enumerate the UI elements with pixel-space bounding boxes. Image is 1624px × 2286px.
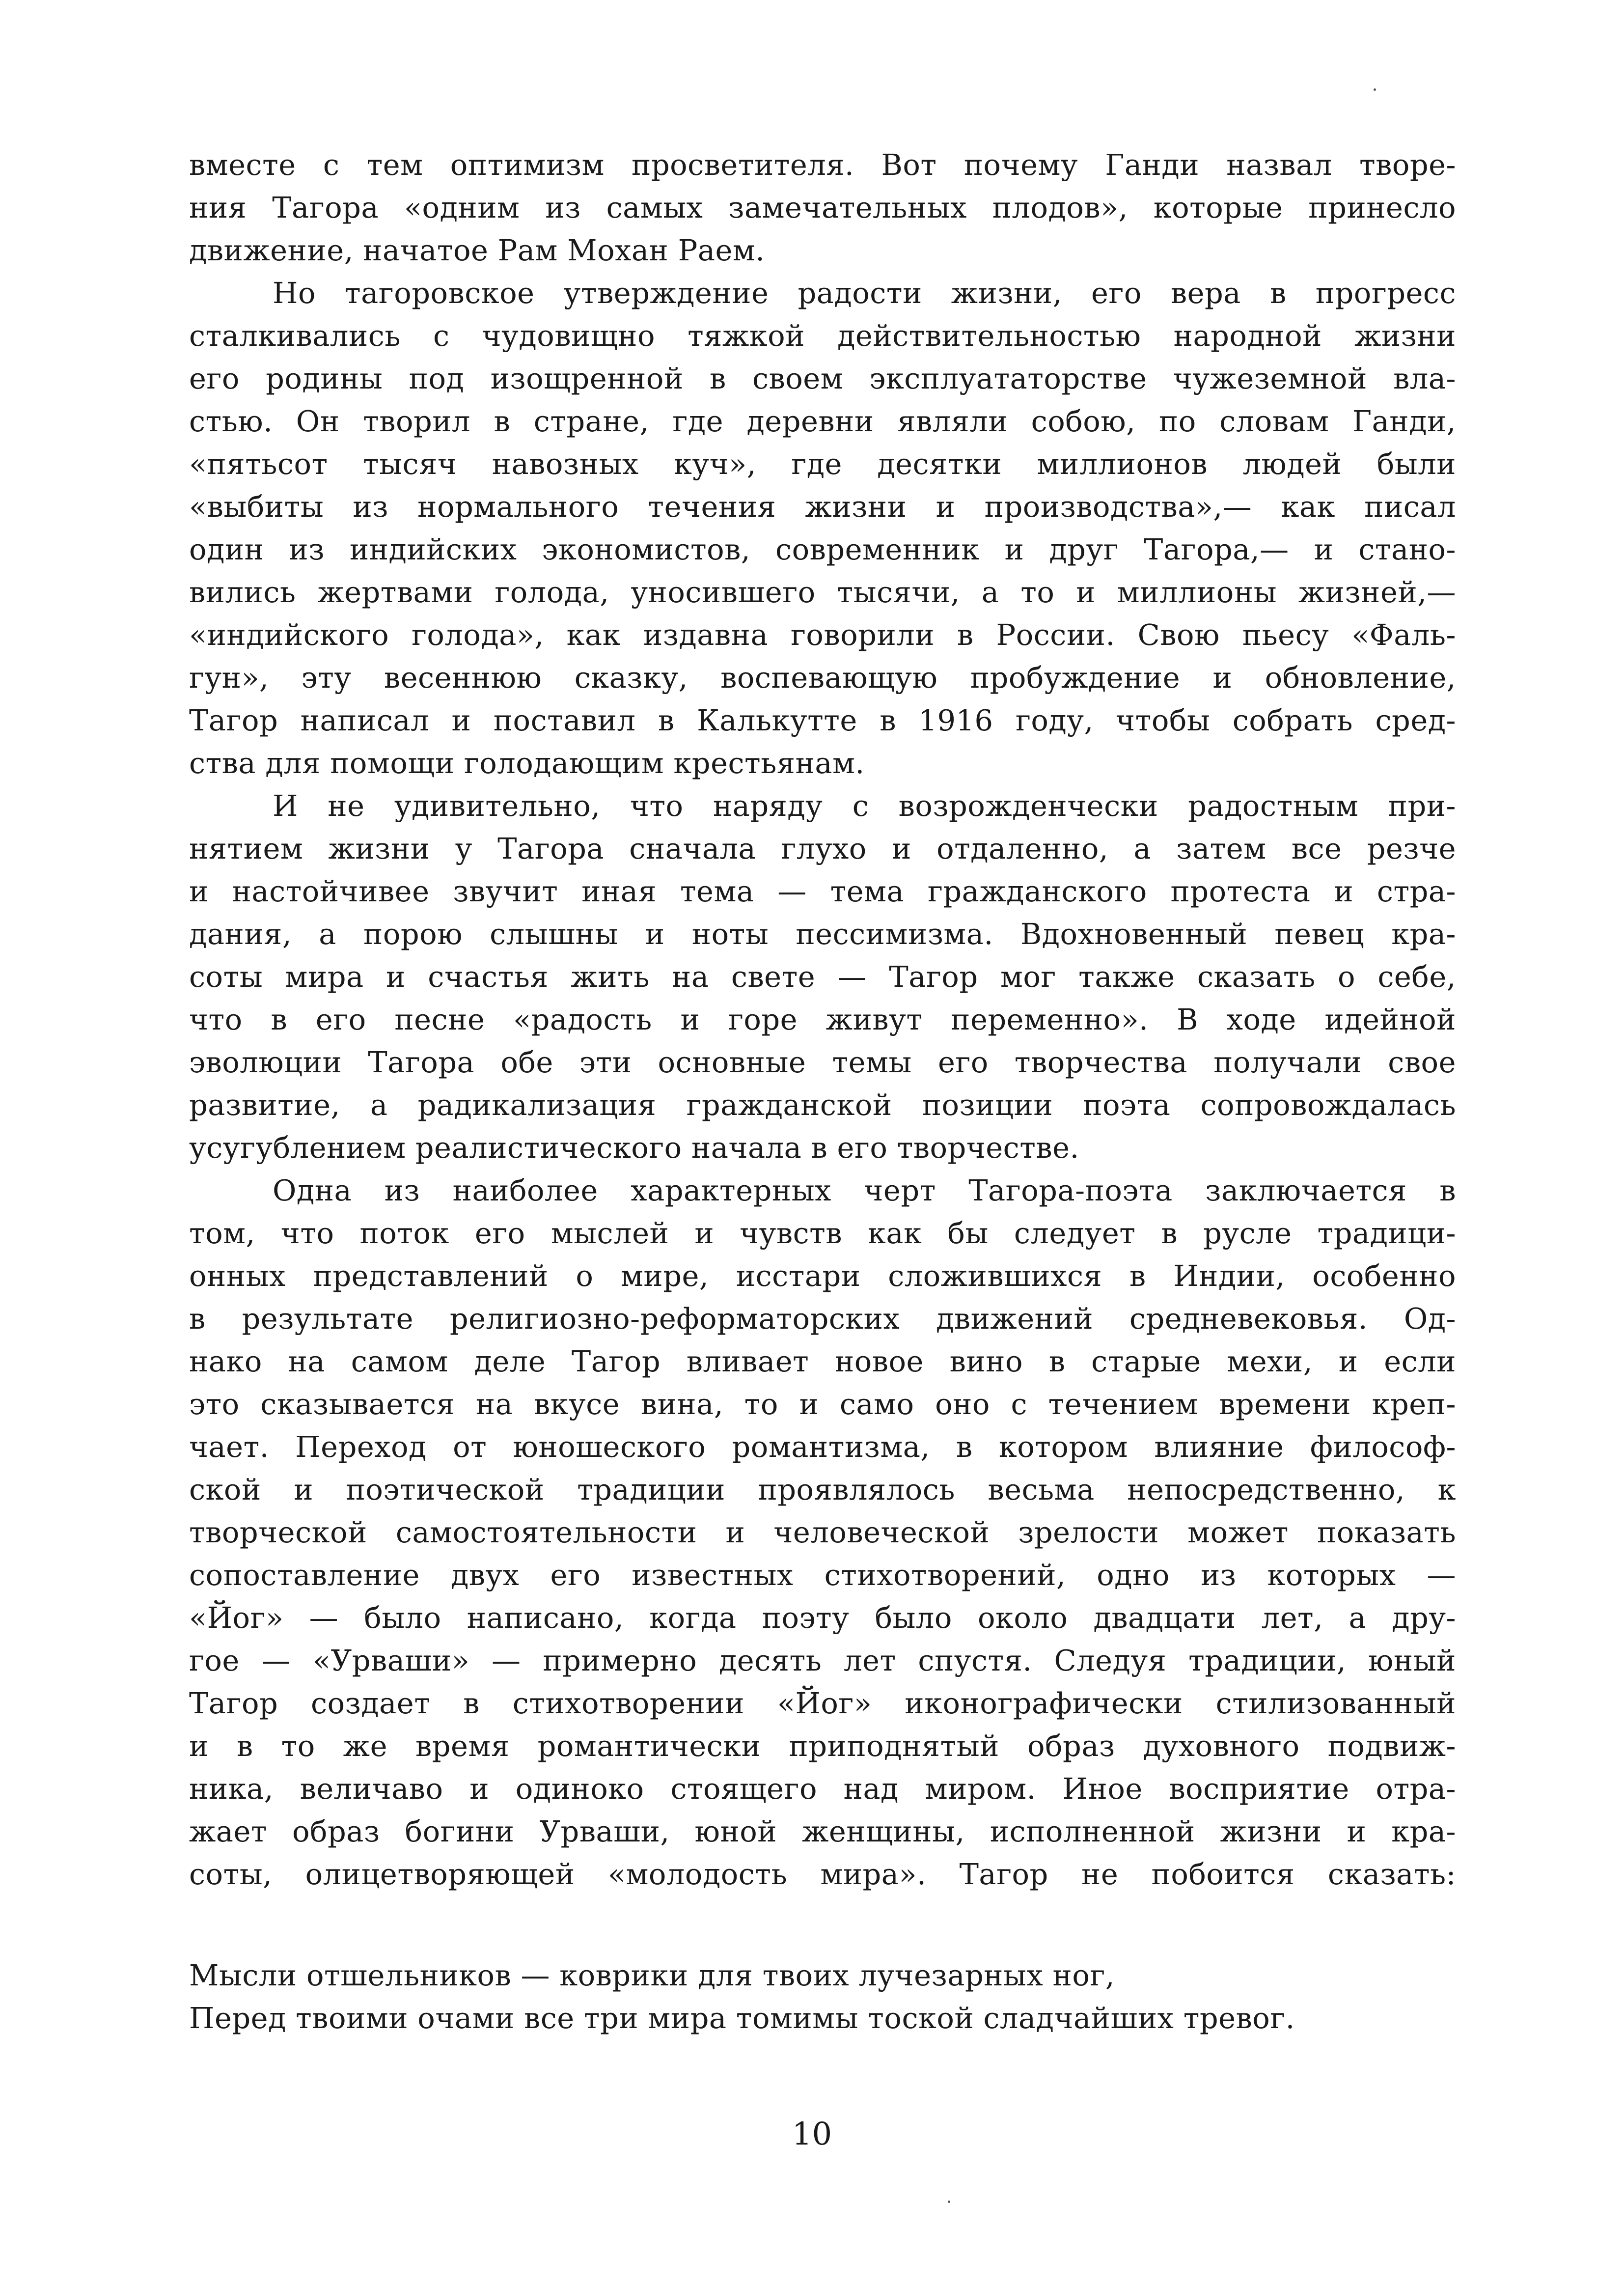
text-line: Но тагоровское утверждение радости жизни, его вера в прогресс: [273, 276, 1456, 310]
text-line: что в его песне «радость и горе живут переменно». В ходе идейной: [189, 1003, 1456, 1036]
text-line: ской и поэтической традиции проявлялось весьма непосредственно, к: [189, 1473, 1456, 1506]
text-line: это сказывается на вкусе вина, то и само оно с течением времени креп-: [189, 1387, 1456, 1421]
text-line: нятием жизни у Тагора сначала глухо и отдаленно, а затем все резче: [189, 832, 1456, 865]
text-line: «пятьсот тысяч навозных куч», где десятки миллионов людей были: [189, 447, 1456, 481]
text-line: Одна из наиболее характерных черт Тагора-поэта заключается в: [273, 1173, 1456, 1207]
text-line: и в то же время романтически приподнятый образ духовного подвиж-: [189, 1729, 1456, 1763]
text-line: дания, а порою слышны и ноты пессимизма. Вдохновенный певец кра-: [189, 917, 1456, 951]
text-line: и настойчивее звучит иная тема — тема гражданского протеста и стра-: [189, 874, 1456, 908]
paragraph: [189, 1169, 1456, 1896]
text-line: сталкивались с чудовищно тяжкой действительностью народной жизни: [189, 319, 1456, 353]
scan-speck: [1374, 88, 1376, 91]
text-line: сопоставление двух его известных стихотворений, одно из которых —: [189, 1558, 1456, 1592]
text-line: ния Тагора «одним из самых замечательных плодов», которые принесло: [189, 191, 1456, 224]
text-line: ства для помощи голодающим крестьянам.: [189, 746, 865, 780]
text-line: один из индийских экономистов, современник и друг Тагора,— и стано-: [189, 532, 1456, 566]
text-line: том, что поток его мыслей и чувств как бы следует в русле традици-: [189, 1216, 1456, 1250]
paragraph: [189, 784, 1456, 1169]
text-line: вились жертвами голода, уносившего тысячи, а то и миллионы жизней,—: [189, 575, 1456, 609]
verse-quote: [189, 1954, 1456, 2039]
text-line: движение, начатое Рам Мохан Раем.: [189, 233, 765, 267]
paragraph: [189, 143, 1456, 272]
text-line: И не удивительно, что наряду с возрожденчески радостным при-: [273, 789, 1456, 823]
text-line: в результате религиозно-реформаторских движений средневековья. Од-: [189, 1302, 1456, 1336]
scan-speck: [948, 2201, 950, 2203]
verse-line: Мысли отшельников — коврики для твоих лучезарных ног,: [189, 1958, 1115, 1992]
text-line: усугублением реалистического начала в его творчестве.: [189, 1131, 1079, 1165]
paragraph: [189, 272, 1456, 784]
text-line: онных представлений о мире, исстари сложившихся в Индии, особенно: [189, 1259, 1456, 1293]
text-line: творческой самостоятельности и человеческой зрелости может показать: [189, 1515, 1456, 1549]
text-line: «индийского голода», как издавна говорили в России. Свою пьесу «Фаль-: [189, 618, 1456, 652]
text-line: нако на самом деле Тагор вливает новое вино в старые мехи, и если: [189, 1344, 1456, 1378]
text-line: «выбиты из нормального течения жизни и производства»,— как писал: [189, 490, 1456, 524]
text-line: эволюции Тагора обе эти основные темы его творчества получали свое: [189, 1045, 1456, 1079]
verse-line: Перед твоими очами все три мира томимы тоской сладчайших тревог.: [189, 2001, 1295, 2035]
text-line: Тагор написал и поставил в Калькутте в 1916 году, чтобы собрать сред-: [189, 703, 1456, 737]
text-line: «Йог» — было написано, когда поэту было около двадцати лет, а дру-: [189, 1601, 1456, 1635]
text-line: его родины под изощренной в своем эксплуататорстве чужеземной вла-: [189, 362, 1456, 395]
text-line: развитие, а радикализация гражданской позиции поэта сопровождалась: [189, 1088, 1456, 1122]
text-line: вместе с тем оптимизм просветителя. Вот почему Ганди назвал творе-: [189, 148, 1456, 182]
text-line: чает. Переход от юношеского романтизма, в котором влияние философ-: [189, 1430, 1456, 1464]
body-text: [189, 143, 1456, 1896]
text-line: Тагор создает в стихотворении «Йог» иконографически стилизованный: [189, 1686, 1456, 1720]
text-line: гун», эту весеннюю сказку, воспевающую пробуждение и обновление,: [189, 661, 1456, 695]
text-line: стью. Он творил в стране, где деревни являли собою, по словам Ганди,: [189, 404, 1456, 438]
text-line: соты, олицетворяющей «молодость мира». Тагор не побоится сказать:: [189, 1857, 1456, 1891]
text-line: жает образ богини Урваши, юной женщины, исполненной жизни и кра-: [189, 1814, 1456, 1848]
text-line: ника, величаво и одиноко стоящего над миром. Иное восприятие отра-: [189, 1772, 1456, 1806]
text-line: соты мира и счастья жить на свете — Тагор мог также сказать о себе,: [189, 960, 1456, 994]
text-line: гое — «Урваши» — примерно десять лет спустя. Следуя традиции, юный: [189, 1644, 1456, 1677]
page-number: 10: [792, 2116, 832, 2152]
